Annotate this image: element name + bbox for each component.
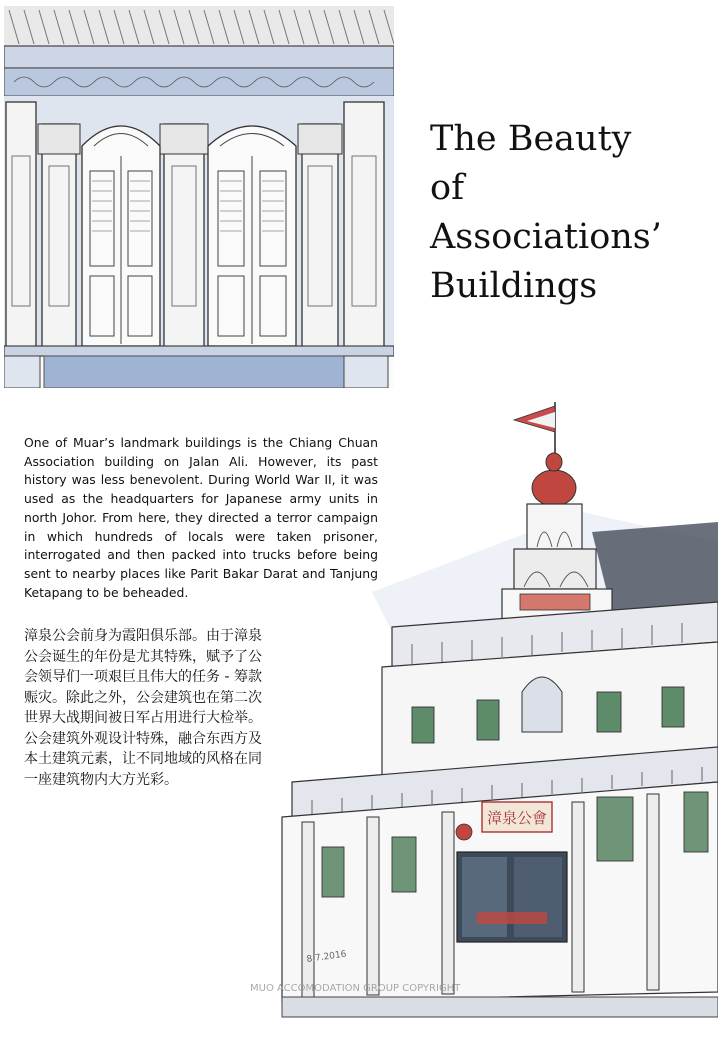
chinese-paragraph: 漳泉公会前身为霞阳俱乐部。由于漳泉公会诞生的年份是尤其特殊，赋予了公会领导们一项艰巨且伟大的任务 - 筹款赈灾。除此之外，公会建筑也在第二次世界大战期间被日军占用进行大检举。公会建筑外观设计特殊，融合东西方及本土建筑元素，让不同地域的风格在同一座建筑物内大方光彩。 <box>24 628 262 788</box>
dome <box>532 470 576 506</box>
title-line: Associations’ <box>430 217 662 257</box>
title-line: The Beauty <box>430 119 632 159</box>
title-line: of <box>430 168 465 208</box>
copyright-watermark: MUO ACCOMODATION GROUP COPYRIGHT <box>250 983 461 994</box>
shophouse-facade-sketch <box>4 6 394 388</box>
english-paragraph: One of Muar’s landmark buildings is the Chiang Chuan Association building on Jalan Ali. However, its past history was less benevolent. During World War II, it was used as the headquarters for Japanese army units in north Johor. From here, they directed a terror campaign in which hundreds of locals were taken prisoner, interrogated and then packed into trucks before being sent to nearby places like Parit Bakar Darat and Tanjung Ketapang to be beheaded. <box>24 435 378 600</box>
signboard-text: 漳泉公會 <box>486 809 548 827</box>
title-line: Buildings <box>430 266 598 306</box>
sketch-date: 8.7.2016 <box>306 949 348 965</box>
page-title <box>430 115 710 311</box>
